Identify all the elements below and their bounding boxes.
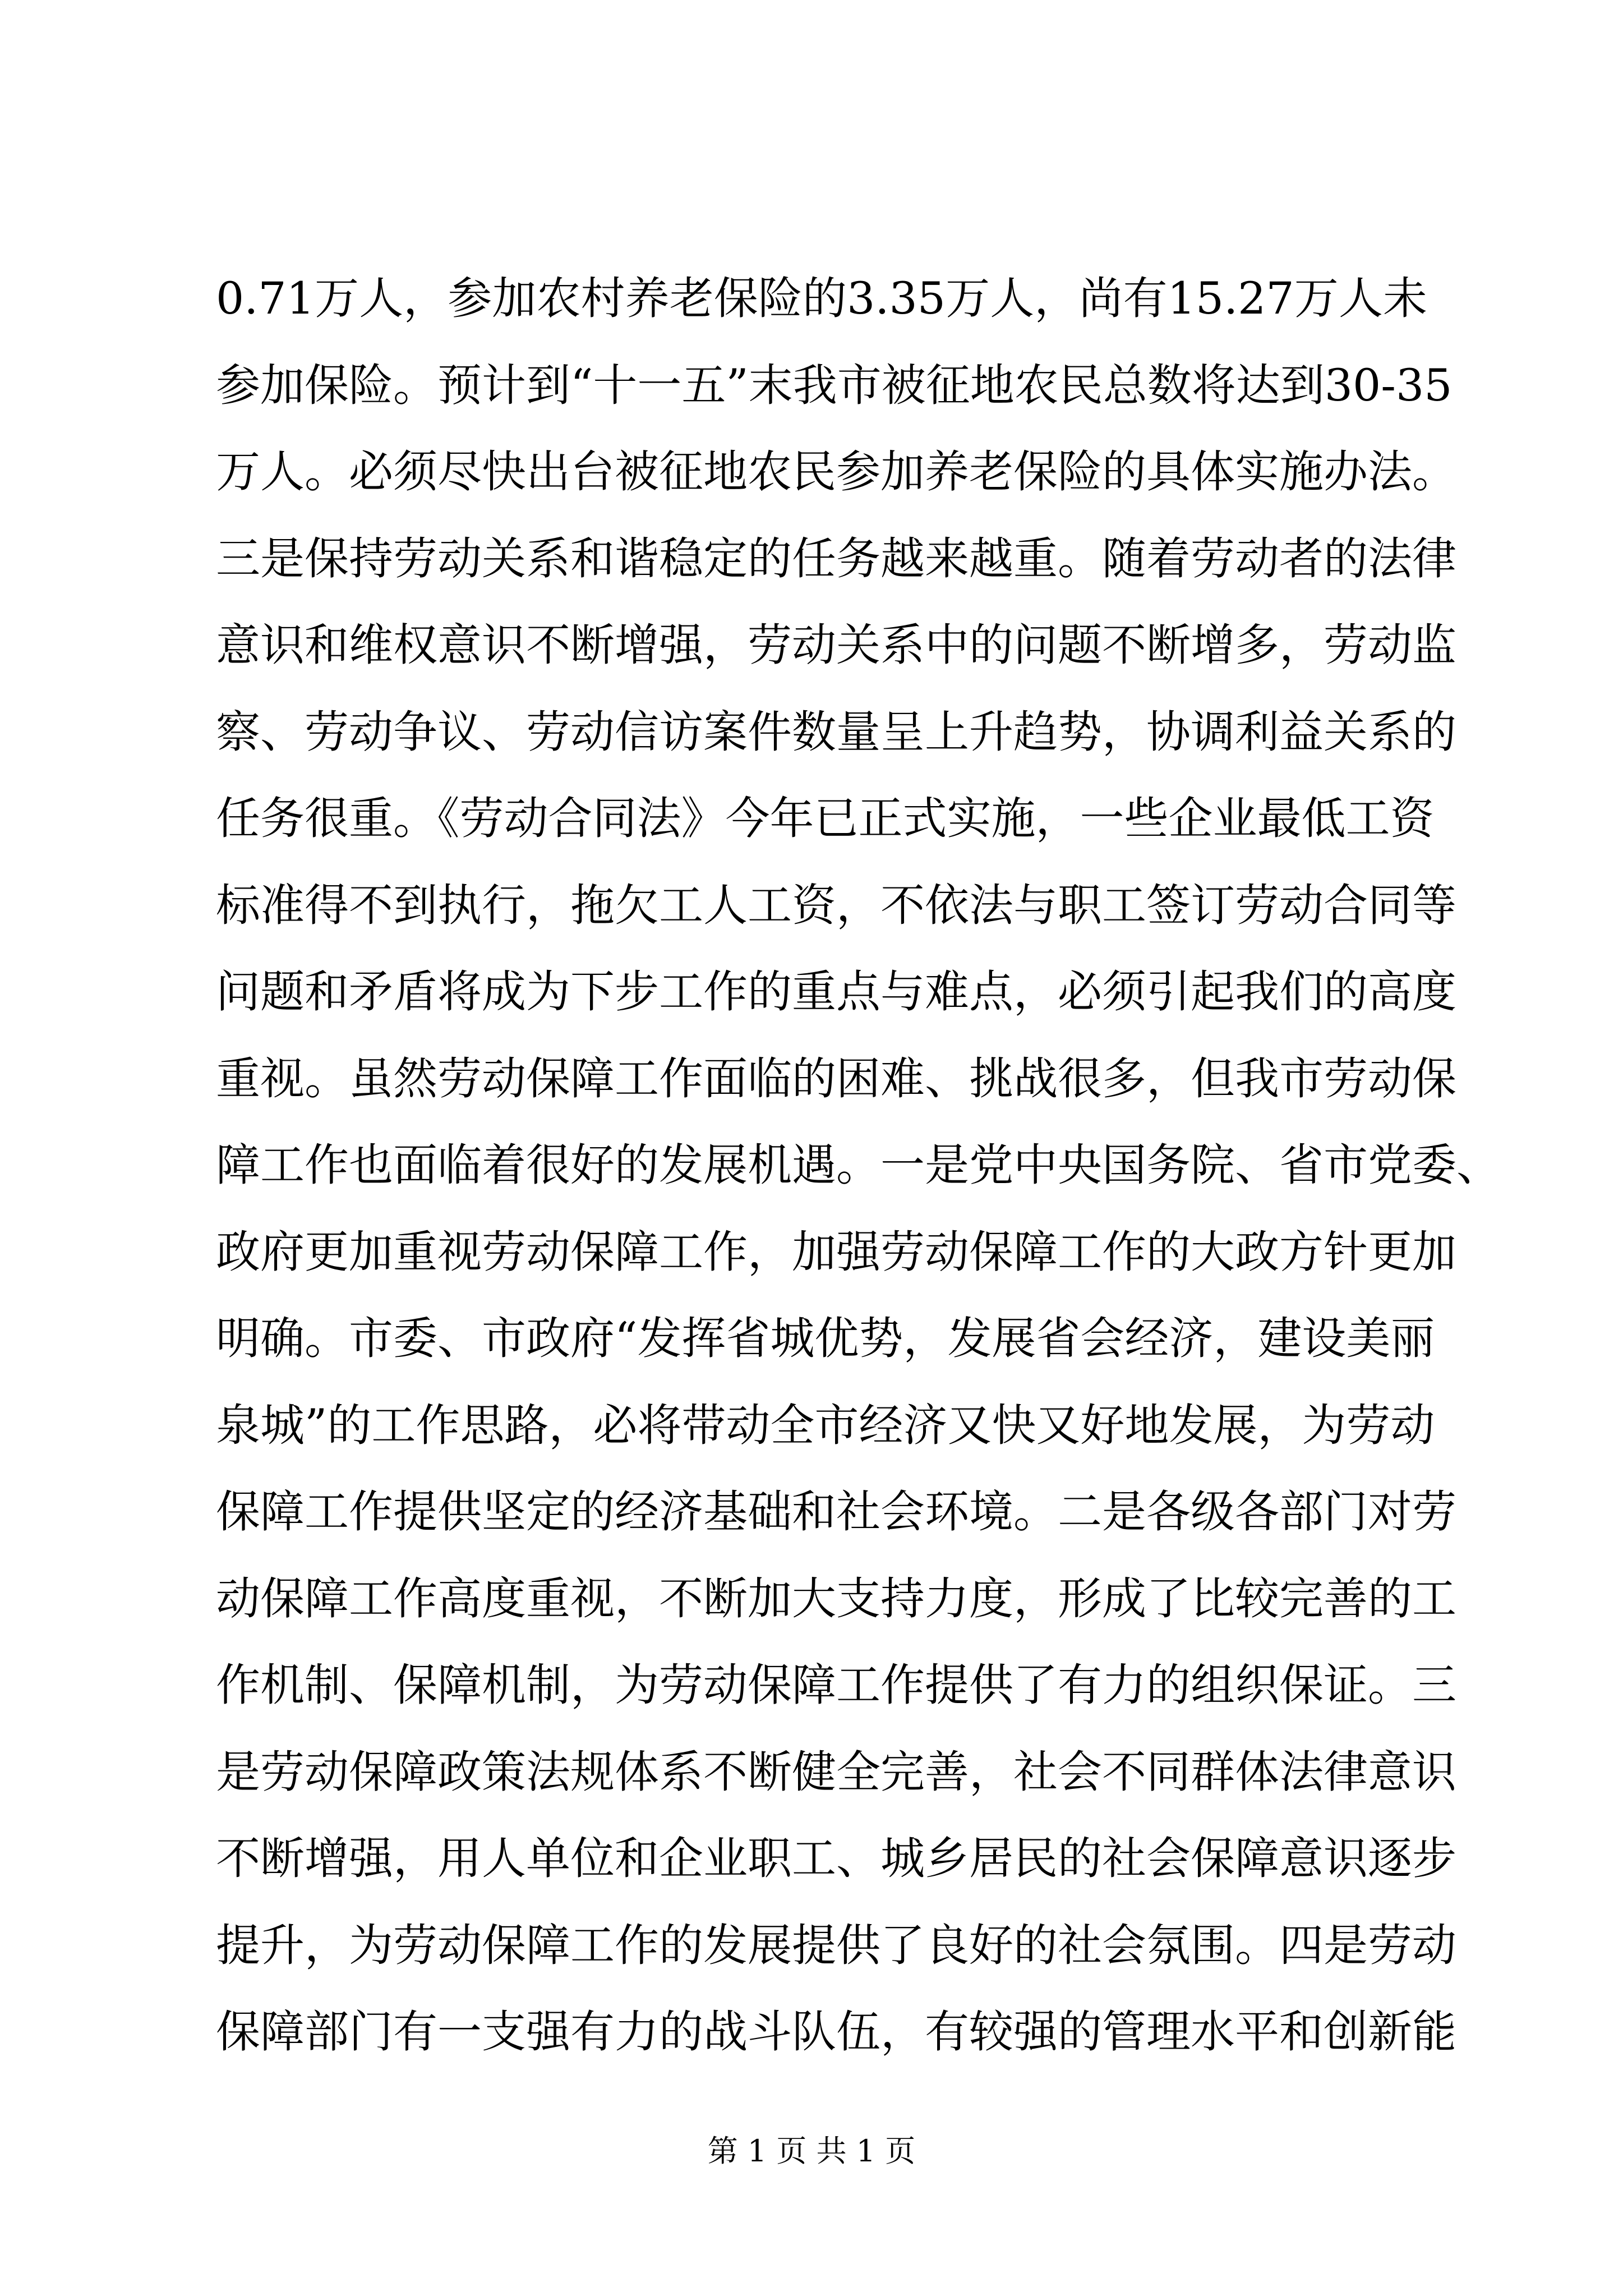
- text-line: 任务很重。《劳动合同法》今年已正式实施，一些企业最低工资: [216, 793, 1435, 844]
- page-number-label: 第 1 页 共 1 页: [707, 2133, 916, 2169]
- text-line: 意识和维权意识不断增强，劳动关系中的问题不断增多，劳动监: [216, 619, 1456, 671]
- text-line: 问题和矛盾将成为下步工作的重点与难点，必须引起我们的高度: [216, 966, 1456, 1018]
- text-line: 明确。市委、市政府“发挥省城优势，发展省会经济，建设美丽: [216, 1313, 1435, 1364]
- text-line: 不断增强，用人单位和企业职工、城乡居民的社会保障意识逐步: [216, 1833, 1456, 1884]
- body-text: [216, 255, 1501, 2076]
- text-line: 标准得不到执行，拖欠工人工资，不依法与职工签订劳动合同等: [216, 879, 1456, 931]
- text-line: 参加保险。预计到“十一五”末我市被征地农民总数将达到30-35: [216, 359, 1453, 411]
- text-line: 政府更加重视劳动保障工作，加强劳动保障工作的大政方针更加: [216, 1226, 1456, 1278]
- text-line: 万人。必须尽快出台被征地农民参加养老保险的具体实施办法。: [216, 446, 1456, 498]
- text-line: 泉城”的工作思路，必将带动全市经济又快又好地发展，为劳动: [216, 1399, 1435, 1451]
- text-line: 三是保持劳动关系和谐稳定的任务越来越重。随着劳动者的法律: [216, 532, 1456, 585]
- text-line: 作机制、保障机制，为劳动保障工作提供了有力的组织保证。三: [216, 1659, 1456, 1711]
- page-footer: [0, 2132, 1623, 2171]
- text-line: 重视。虽然劳动保障工作面临的困难、挑战很多，但我市劳动保: [216, 1052, 1456, 1105]
- text-line: 是劳动保障政策法规体系不断健全完善，社会不同群体法律意识: [216, 1746, 1456, 1798]
- text-line: 保障部门有一支强有力的战斗队伍，有较强的管理水平和创新能: [216, 2006, 1456, 2058]
- text-line: 察、劳动争议、劳动信访案件数量呈上升趋势，协调利益关系的: [216, 706, 1456, 758]
- text-line: 0.71万人，参加农村养老保险的3.35万人，尚有15.27万人未: [216, 273, 1427, 324]
- text-line: 保障工作提供坚定的经济基础和社会环境。二是各级各部门对劳: [216, 1486, 1456, 1538]
- text-line: 动保障工作高度重视，不断加大支持力度，形成了比较完善的工: [216, 1572, 1456, 1625]
- text-line: 障工作也面临着很好的发展机遇。一是党中央国务院、省市党委、: [216, 1139, 1501, 1191]
- text-line: 提升，为劳动保障工作的发展提供了良好的社会氛围。四是劳动: [216, 1919, 1456, 1971]
